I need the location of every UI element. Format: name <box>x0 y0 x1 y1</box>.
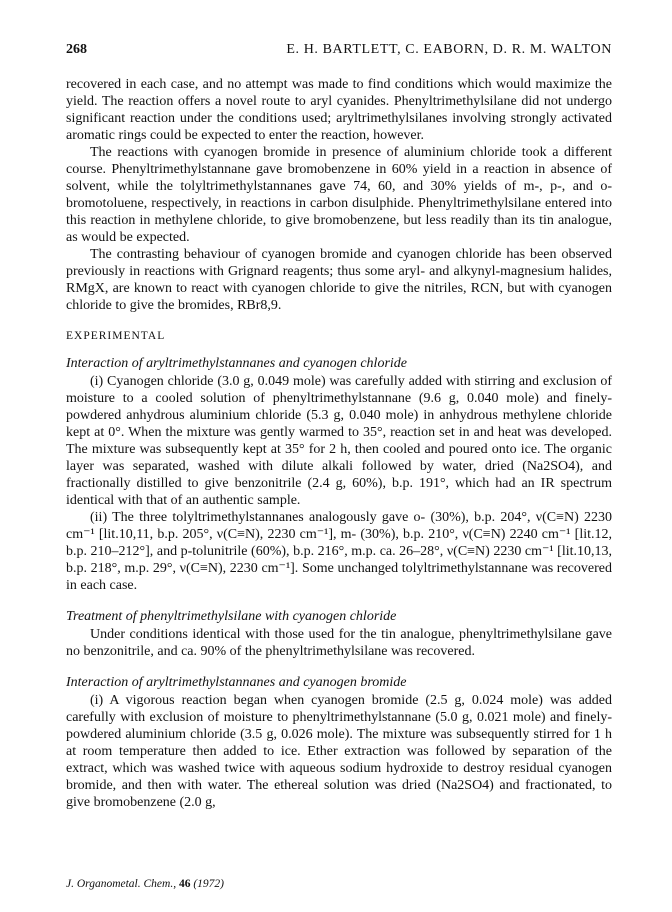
page-footer <box>66 878 224 890</box>
footer-volume: 46 <box>178 878 191 890</box>
subsection-title-stannanes-cyanogen-bromide: Interaction of aryltrimethylstannanes and cyanogen bromide <box>66 675 407 690</box>
subsection-title-silane-cyanogen-chloride: Treatment of phenyltrimethylsilane with cyanogen chloride <box>66 609 397 624</box>
procedure-paragraph-s2: Under conditions identical with those used for the tin analogue, phenyltrimethylsilane gave no benzonitrile, and ca. 90% of the phenyltrimethylsilane was recovered. <box>66 627 612 659</box>
running-head: E. H. BARTLETT, C. EABORN, D. R. M. WALTON <box>286 42 612 57</box>
intro-paragraph-2: The reactions with cyanogen bromide in presence of aluminium chloride took a different course. Phenyltrimethylstannane gave bromobenzene in 60% yield in a reaction in absence of solvent, while the tolyltrimethylstannanes gave 74, 60, and 30% yields of m-, p-, and o-bromotoluene, respectively, in reactions in carbon disulphide. Phenyltrimethylsilane entered into this reaction in methylene chloride, to give bromobenzene, but less readily than its tin analogue, as would be expected. <box>66 145 612 245</box>
section-heading-experimental: EXPERIMENTAL <box>66 330 166 342</box>
body-text <box>66 76 612 811</box>
intro-paragraph-3: The contrasting behaviour of cyanogen bromide and cyanogen chloride has been observed previously in reactions with Grignard reagents; thus some aryl- and alkynyl-magnesium halides, RMgX, are known to react with cyanogen chloride to give the nitriles, RCN, but with cyanogen chloride to give the bromides, RBr8,9. <box>66 247 612 313</box>
footer-year: (1972) <box>193 878 225 890</box>
procedure-paragraph-s1-i: (i) Cyanogen chloride (3.0 g, 0.049 mole) was carefully added with stirring and exclusion of moisture to a cooled solution of phenyltrimethylstannane (9.6 g, 0.040 mole) and finely-powdered anhydrous aluminium chloride (5.3 g, 0.040 mole) in anhydrous methylene chloride kept at 0°. When the mixture was gently warmed to 35°, reaction set in and heat was developed. The mixture was subsequently kept at 35° for 2 h, then cooled and poured onto ice. The organic layer was separated, washed with dilute alkali followed by water, dried (Na2SO4), and fractionally distilled to give benzonitrile (2.4 g, 60%), b.p. 191°, which had an IR spectrum identical with that of an authentic sample. <box>66 374 612 508</box>
page-number: 268 <box>66 42 87 57</box>
page-header <box>66 42 612 62</box>
subsection-title-stannanes-cyanogen-chloride: Interaction of aryltrimethylstannanes and cyanogen chloride <box>66 356 407 371</box>
procedure-paragraph-s1-ii: (ii) The three tolyltrimethylstannanes analogously gave o- (30%), b.p. 204°, ν(C≡N) 2230 cm⁻¹ [lit.10,11, b.p. 205°, ν(C≡N), 2230 cm⁻¹], m- (30%), b.p. 210°, ν(C≡N) 2240 cm⁻¹ [lit.12, b.p. 210–212°], and p-tolunitrile (60%), b.p. 216°, m.p. ca. 26–28°, ν(C≡N) 2230 cm⁻¹ [lit.10,13, b.p. 218°, m.p. 29°, ν(C≡N), 2230 cm⁻¹]. Some unchanged tolyltrimethylstannane was recovered in each case. <box>66 510 612 593</box>
procedure-paragraph-s3-i: (i) A vigorous reaction began when cyanogen bromide (2.5 g, 0.024 mole) was added carefully with exclusion of moisture to phenyltrimethylstannane (5.0 g, 0.021 mole) and finely-powdered aluminium chloride (3.5 g, 0.026 mole). The mixture was subsequently stirred for 1 h at room temperature then added to ice. Ether extraction was followed by separation of the extract, which was washed twice with aqueous sodium hydroxide to destroy residual cyanogen bromide, and then with water. The ethereal solution was dried (Na2SO4) and fractionated, to give bromobenzene (2.0 g, <box>66 693 612 810</box>
footer-journal: J. Organometal. Chem., <box>66 878 177 890</box>
intro-paragraph-1: recovered in each case, and no attempt was made to find conditions which would maximize the yield. The reaction offers a novel route to aryl cyanides. Phenyltrimethylsilane did not undergo significant reaction under the conditions used; aryltrimethylsilanes involving strongly activated aromatic rings could be expected to enter the reaction, however. <box>66 77 612 143</box>
